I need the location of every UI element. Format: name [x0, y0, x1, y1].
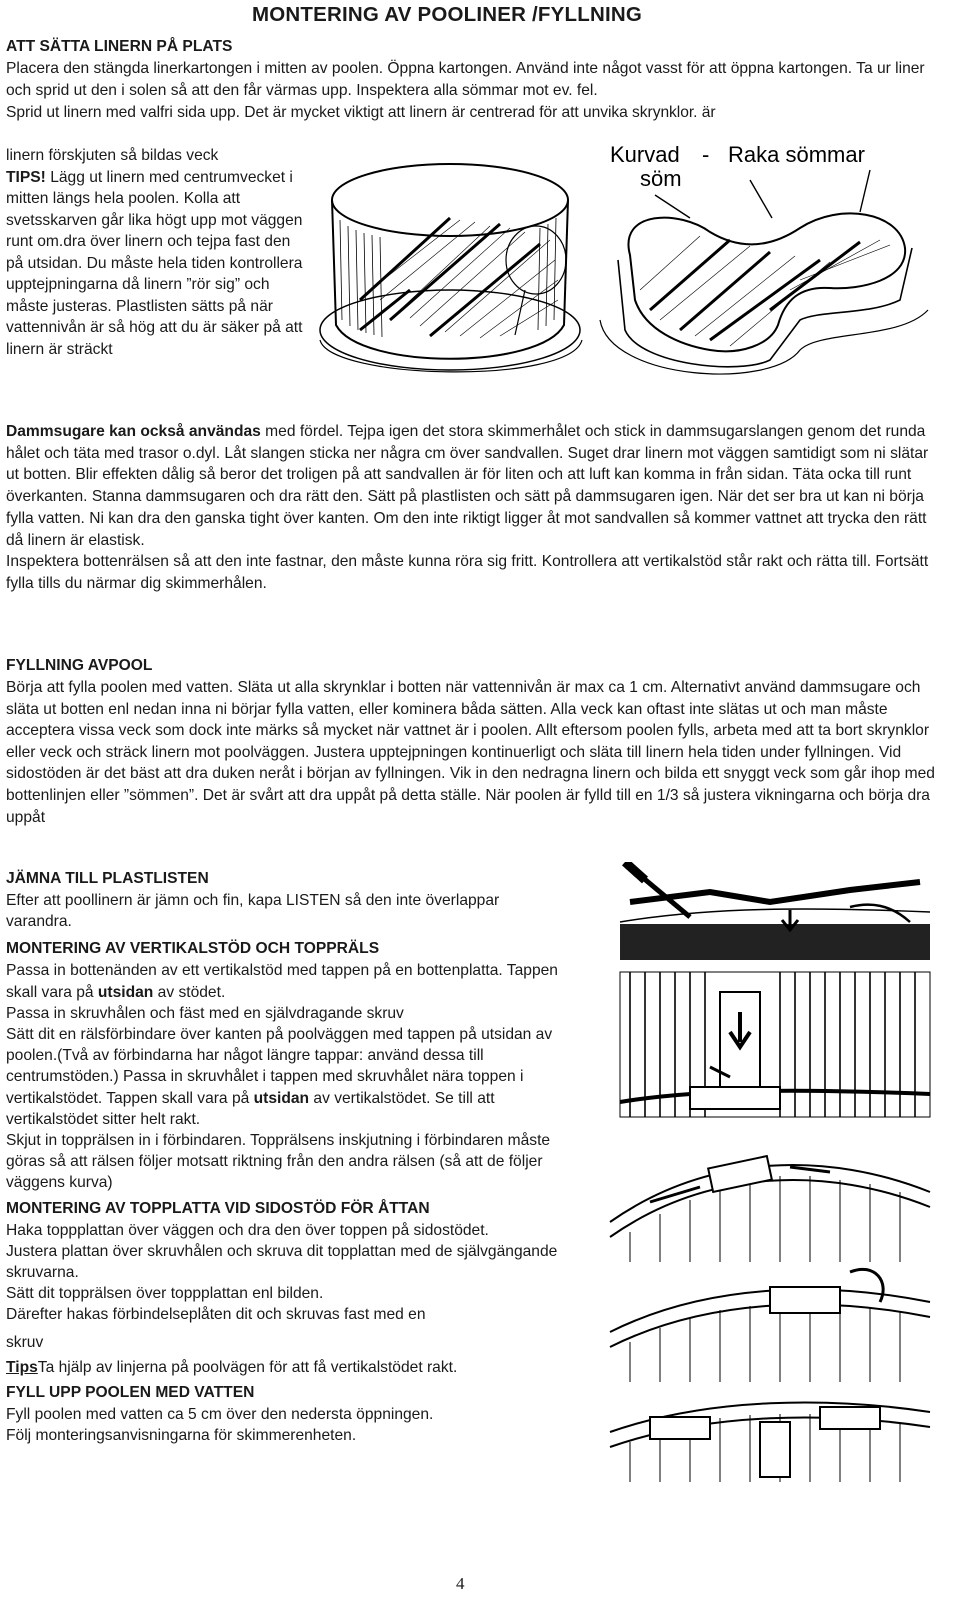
top-rail-illustration	[610, 1156, 930, 1262]
paragraph: Följ monteringsanvisningarna för skimmerenheten.	[6, 1427, 357, 1445]
cutting-strip-illustration	[620, 862, 930, 960]
connector-plate-illustration	[610, 1402, 930, 1482]
paragraph: linern förskjuten så bildas veck	[6, 147, 219, 164]
label-curved-line1: Kurvad	[610, 142, 680, 167]
text-run: av vertikalstödet. Se till att vertikalstödet sitter helt rakt.	[6, 1089, 495, 1128]
tips-paragraph	[6, 167, 306, 361]
figure-eight-rim	[628, 213, 905, 351]
section-heading: ATT SÄTTA LINERN PÅ PLATS	[6, 38, 233, 55]
vertical-support-illustration	[620, 972, 930, 1117]
page-title: MONTERING AV POOLINER /FYLLNING	[252, 3, 643, 26]
tips-text: Ta hjälp av linjerna på poolvägen för att få vertikalstödet rakt.	[37, 1358, 458, 1376]
bold-run: utsidan	[253, 1089, 310, 1107]
paragraph	[6, 1024, 566, 1130]
vacuum-paragraph	[6, 421, 941, 551]
bold-run: utsidan	[97, 983, 154, 1001]
detail-circle	[506, 226, 566, 294]
vacuum-bold: Dammsugare kan också användas	[6, 423, 261, 440]
tips-column	[6, 145, 306, 360]
vacuum-text: med fördel. Tejpa igen det stora skimmerhålet och stick in dammsugarslangen genom det runda hålet och täta med trasor o.dyl. Låt slangen sticka ner några cm över sandvallen. Suget drar linern mot väggen samtidigt som ni slätar ut botten. Blir effekten dålig så beror det troligen på att sandvallen är för liten och att luft kan komma in från sidan. Täta ocka till runt överkanten. Stanna dammsugaren och dra rätt den. Sätt på plastlisten och sätt på dammsugaren igen. När det ser bra ut kan ni börja fylla vatten. Ni kan dra den ganska tight över kanten. Om den inte riktigt ligger åt mot sandvallen så kommer vattnet att trycka den rätt då linern är elastisk.	[6, 423, 929, 549]
paragraph	[6, 960, 566, 1002]
text-run: av stödet.	[153, 983, 226, 1001]
paragraph: Fyll poolen med vatten ca 5 cm över den nedersta öppningen.	[6, 1406, 434, 1424]
section-heading: FYLL UPP POOLEN MED VATTEN	[6, 1384, 255, 1402]
text-run: Passa in bottenänden av ett vertikalstöd med tappen på en bottenplatta. Tappen skall vara på	[6, 962, 558, 1001]
paragraph: Justera plattan över skruvhålen och skruva dit topplattan med de självgängande skruvarna.	[6, 1242, 558, 1282]
paragraph: skruv	[6, 1333, 44, 1351]
tips-paragraph	[6, 1357, 566, 1378]
text-run: Sätt dit en rälsförbindare över kanten på poolväggen med tappen på utsidan av poolen.(Två av förbindarna har något längre tappar: använd dessa till centrumstöden.) Passa in skruvhålet i tappen med skruvhålet nära toppen i vertikalstödet. Tappen skall vara på	[6, 1026, 553, 1107]
assembly-illustrations	[590, 862, 945, 1482]
paragraph: Haka toppplattan över väggen och dra den över toppen på sidostödet.	[6, 1221, 489, 1239]
assembly-column	[6, 868, 566, 1446]
paragraph: Sätt dit topprälsen över toppplattan enl bilden.	[6, 1285, 324, 1303]
paragraph: Inspektera bottenrälsen så att den inte fastnar, den måste kunna röra sig fritt. Kontrollera att vertikalstöd står rakt och rätta till. Fortsätt fylla tills du närmar dig skimmerhålen.	[6, 553, 929, 592]
paragraph: Skjut in topprälsen in i förbindaren. Topprälsens inskjutning i förbindaren måste göras så att rälsen följer motsatt riktning från den andra rälsen (så att de följer väggens kurva)	[6, 1132, 551, 1192]
pool-illustration	[300, 140, 940, 402]
section-heading: MONTERING AV TOPPLATTA VID SIDOSTÖD FÖR ÅTTAN	[6, 1199, 430, 1217]
section-filling	[6, 655, 941, 828]
section-liner-placement	[6, 36, 941, 124]
tips-text: Lägg ut linern med centrumvecket i mitten längs hela poolen. Kolla att svetsskarven går lika högt upp mot väggen runt om.dra över linern och tejpa fast den på utsidan. Du måste hela tiden kontrollera upptejpningarna då linern ”rör sig” och måste justeras. Plastlisten sätts på när vattennivån är så hög att du är säker på att linern är sträckt	[6, 168, 303, 358]
tips-label: TIPS!	[6, 168, 46, 186]
label-dash: -	[702, 142, 710, 167]
label-curved-line2: söm	[640, 166, 682, 191]
paragraph: Därefter hakas förbindelseplåten dit och skruvas fast med en	[6, 1306, 426, 1324]
tips-label: Tips	[6, 1358, 38, 1376]
page-number: 4	[456, 1574, 465, 1593]
paragraph: Passa in skruvhålen och fäst med en självdragande skruv	[6, 1004, 404, 1022]
paragraph: Börja att fylla poolen med vatten. Släta ut alla skrynklar i botten när vattennivån är max ca 1 cm. Alternativt använd dammsugare och släta ut botten enl nedan inna ni börjar fylla vatten, eller kominera båda sätten. Alla veck kan oftast inte slätas ut och man måste acceptera vissa veck som dock inte märks så mycket när vattnet är i poolen. Allt eftersom poolen fylls, arbeta med att ta bort skrynklor eller veck och sträck linern mot poolväggen. Justera upptejpningen kontinuerligt och släta till linern hela tiden under fyllningen. Vid sidostöden är det bäst att dra duken neråt i början av fyllningen. Vik in den nedragna linern och bilda ett snyggt veck som går ihop med bottenlinjen eller ”sömmen”. Det är svårt att dra uppåt på detta ställe. När poolen är fylld till en 1/3 så justera vikningarna och börja dra uppåt	[6, 679, 935, 826]
section-heading: JÄMNA TILL PLASTLISTEN	[6, 870, 209, 887]
label-straight-seams: Raka sömmar	[728, 142, 865, 167]
top-plate-illustration	[610, 1269, 930, 1382]
paragraph: Sprid ut linern med valfri sida upp. Det är mycket viktigt att linern är centrerad för att unvika skrynklor. är	[6, 104, 716, 121]
paragraph: Efter att poollinern är jämn och fin, kapa LISTEN så den inte överlappar varandra.	[6, 892, 500, 931]
assembly-figure	[590, 862, 945, 1482]
section-heading: FYLLNING AVPOOL	[6, 657, 153, 674]
section-heading: MONTERING AV VERTIKALSTÖD OCH TOPPRÄLS	[6, 940, 380, 958]
round-pool-rim	[332, 164, 568, 236]
paragraph: Placera den stängda linerkartongen i mitten av poolen. Öppna kartongen. Använd inte något vasst för att öppna kartongen. Ta ur liner och sprid ut den i solen så att den får värmas upp. Inspektera alla sömmar mot ev. fel.	[6, 60, 925, 99]
pool-liner-figure	[300, 140, 940, 402]
vacuum-section	[6, 421, 941, 595]
